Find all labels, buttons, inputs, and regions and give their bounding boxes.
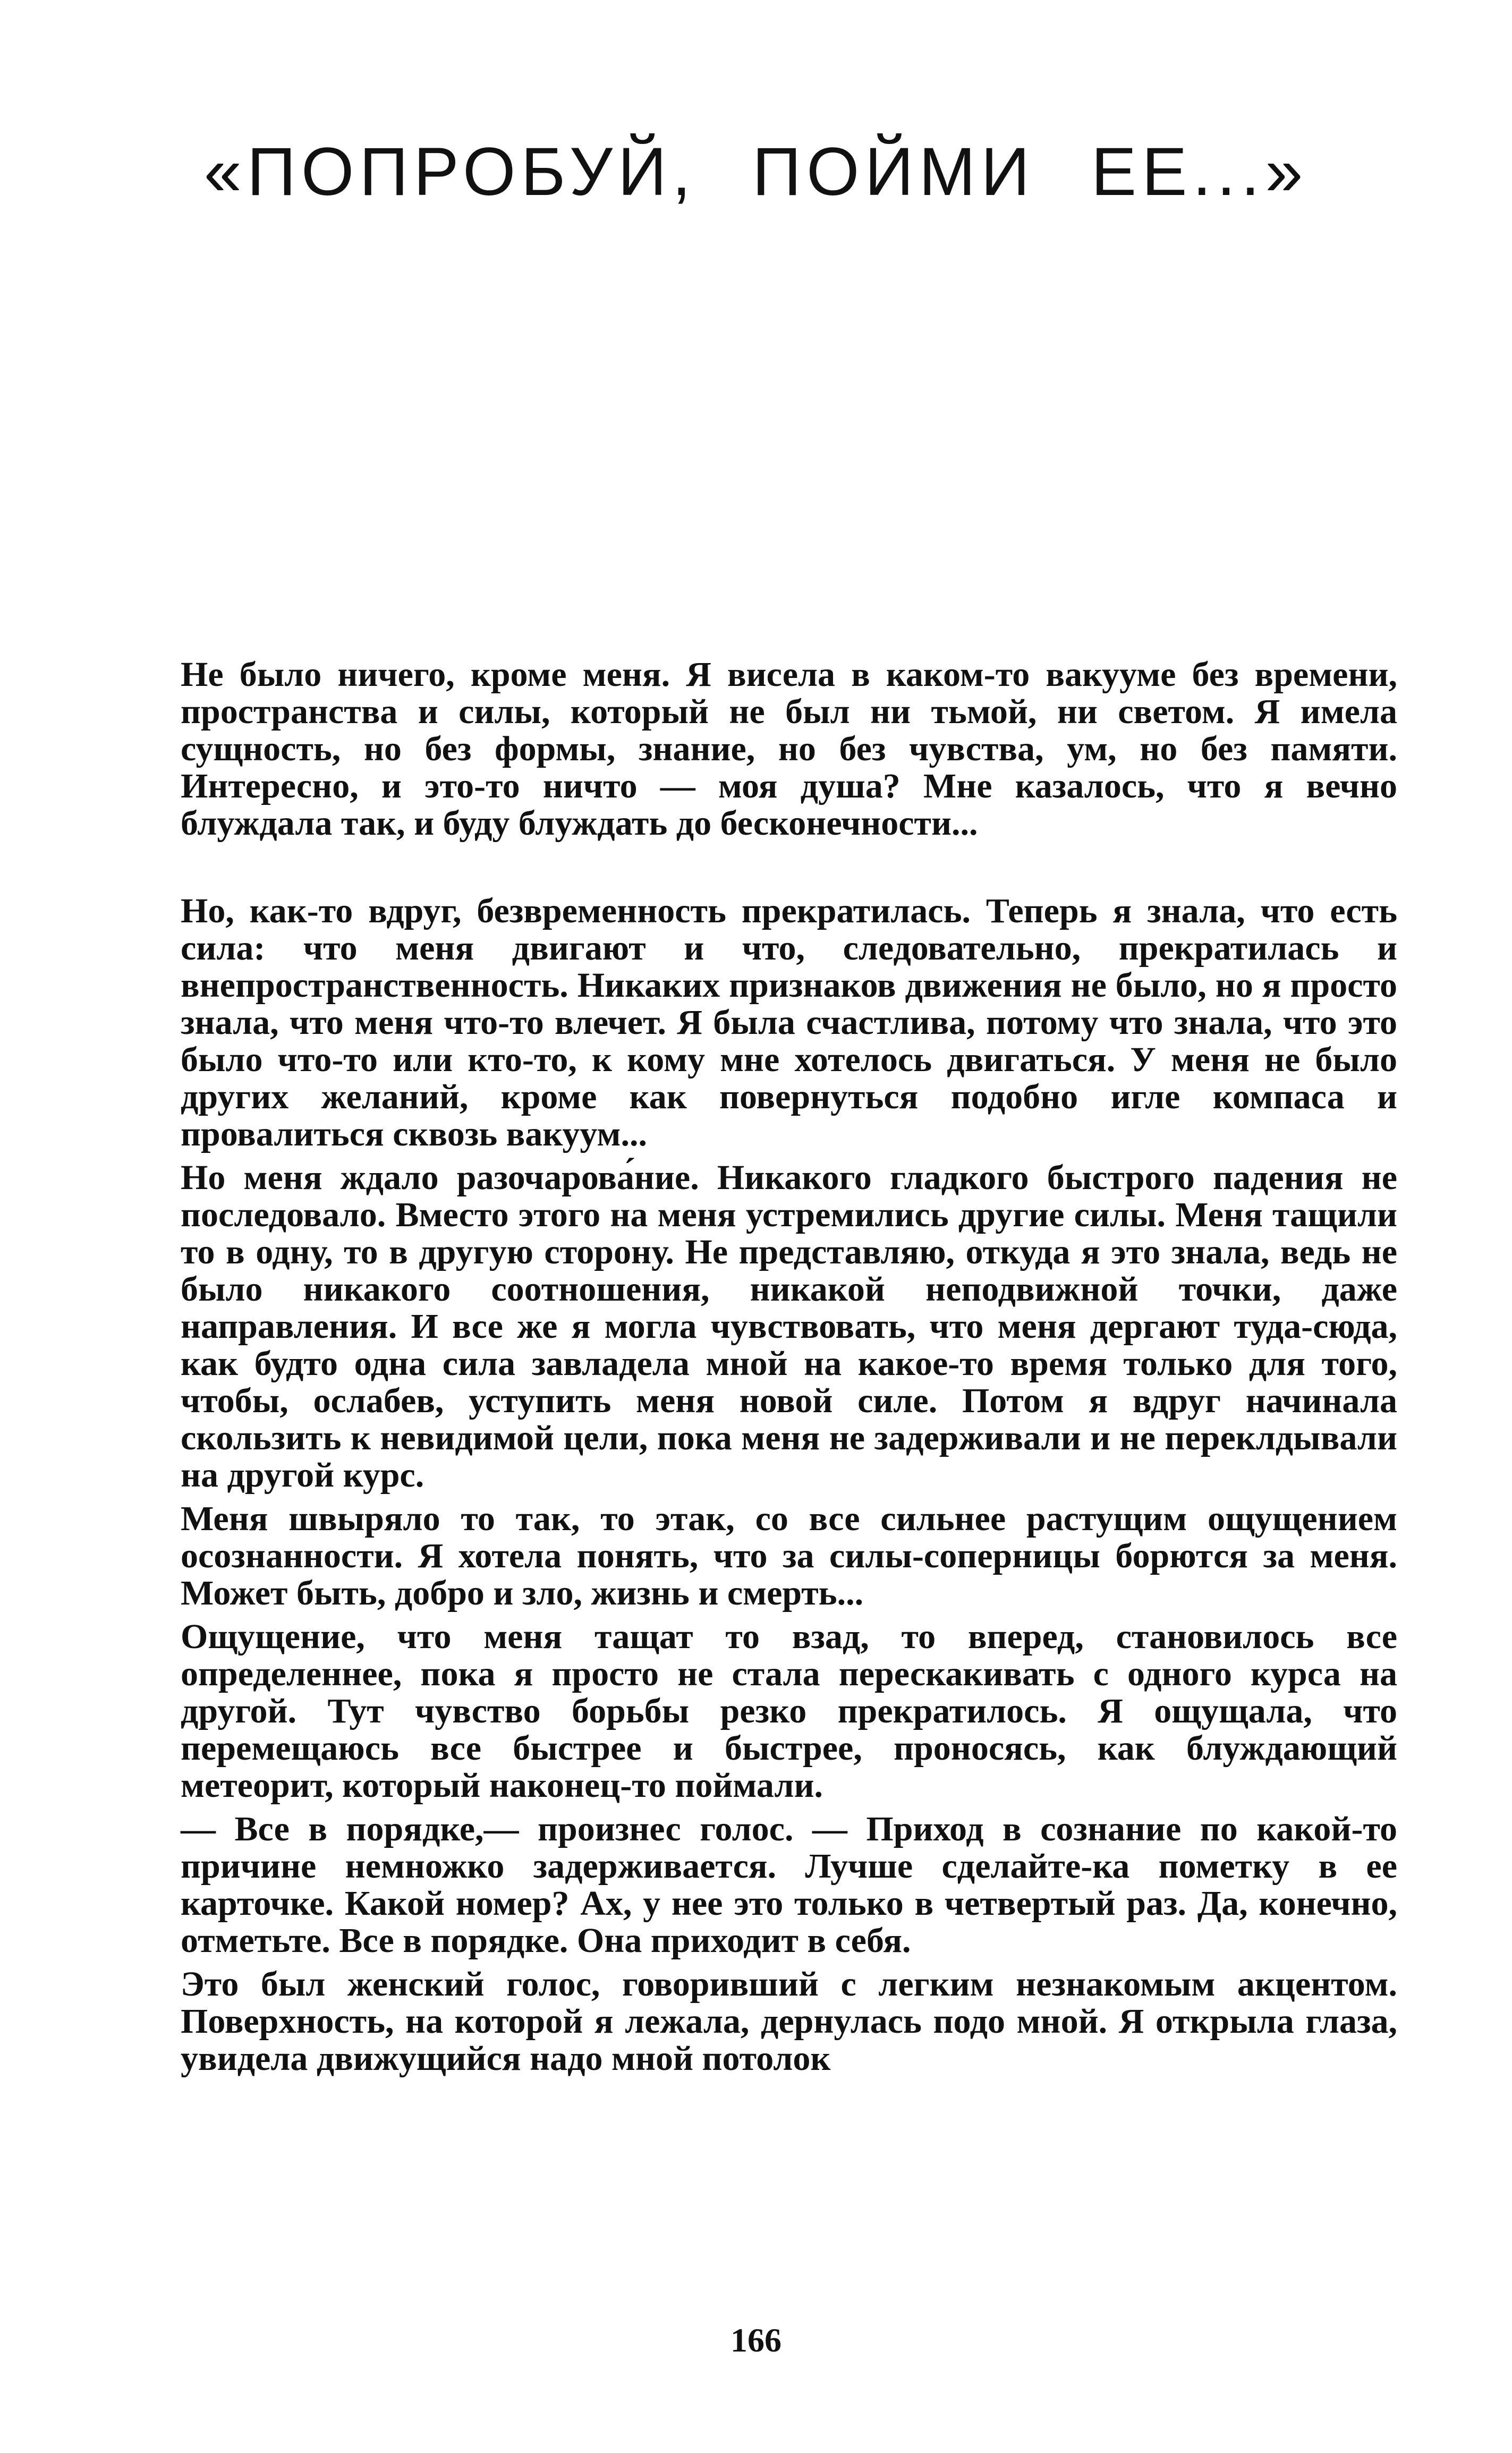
- paragraph-6: — Все в порядке,— произнес голос. — Приход в сознание по какой-то причине немножко задерживается. Лучше сделайте-ка пометку в ее карточке. Какой номер? Ах, у нее это только в четвертый раз. Да, конечно, отметьте. Все в порядке. Она приходит в себя.: [181, 1810, 1397, 1960]
- body-text: [181, 656, 1397, 2077]
- chapter-title: «ПОПРОБУЙ, ПОЙМИ ЕЕ...»: [203, 134, 1309, 210]
- paragraph-4: Меня швыряло то так, то этак, со все сильнее растущим ощущением осознанности. Я хотела понять, что за силы-соперницы борются за меня. Может быть, добро и зло, жизнь и смерть...: [181, 1499, 1397, 1612]
- paragraph-2: Но, как-то вдруг, безвременность прекратилась. Теперь я знала, что есть сила: что меня двигают и что, следовательно, прекратилась и внепространственность. Никаких признаков движения не было, но я просто знала, что меня что-то влечет. Я была счастлива, потому что знала, что это было что-то или кто-то, к кому мне хотелось двигаться. У меня не было других желаний, кроме как повернуться подобно игле компаса и провалиться сквозь вакуум...: [181, 892, 1397, 1153]
- paragraph-5: Ощущение, что меня тащат то взад, то вперед, становилось все определеннее, пока я просто не стала перескакивать с одного курса на другой. Тут чувство борьбы резко прекратилось. Я ощущала, что перемещаюсь все быстрее и быстрее, проносясь, как блуждающий метеорит, который наконец-то поймали.: [181, 1617, 1397, 1805]
- paragraph-3: Но меня ждало разочарова́ние. Никакого гладкого быстрого падения не последовало. Вместо этого на меня устремились другие силы. Меня тащили то в одну, то в другую сторону. Не представляю, откуда я это знала, ведь не было никакого соотношения, никакой неподвижной точки, даже направления. И все же я могла чувствовать, что меня дергают туда-сюда, как будто одна сила завладела мной на какое-то время только для того, чтобы, ослабев, уступить меня новой силе. Потом я вдруг начинала скользить к невидимой цели, пока меня не задерживали и не переклдывали на другой курс.: [181, 1158, 1397, 1495]
- paragraph-7: Это был женский голос, говоривший с легким незнакомым акцентом. Поверхность, на которой я лежала, дернулась подо мной. Я открыла глаза, увидела движущийся надо мной потолок: [181, 1965, 1397, 2078]
- page-number: 166: [730, 2321, 782, 2359]
- paragraph-1: Не было ничего, кроме меня. Я висела в каком-то вакууме без времени, пространства и силы, который не был ни тьмой, ни светом. Я имела сущность, но без формы, знание, но без чувства, ум, но без памяти. Интересно, и это-то ничто — моя душа? Мне казалось, что я вечно блуждала так, и буду блуждать до бесконечности...: [181, 655, 1397, 843]
